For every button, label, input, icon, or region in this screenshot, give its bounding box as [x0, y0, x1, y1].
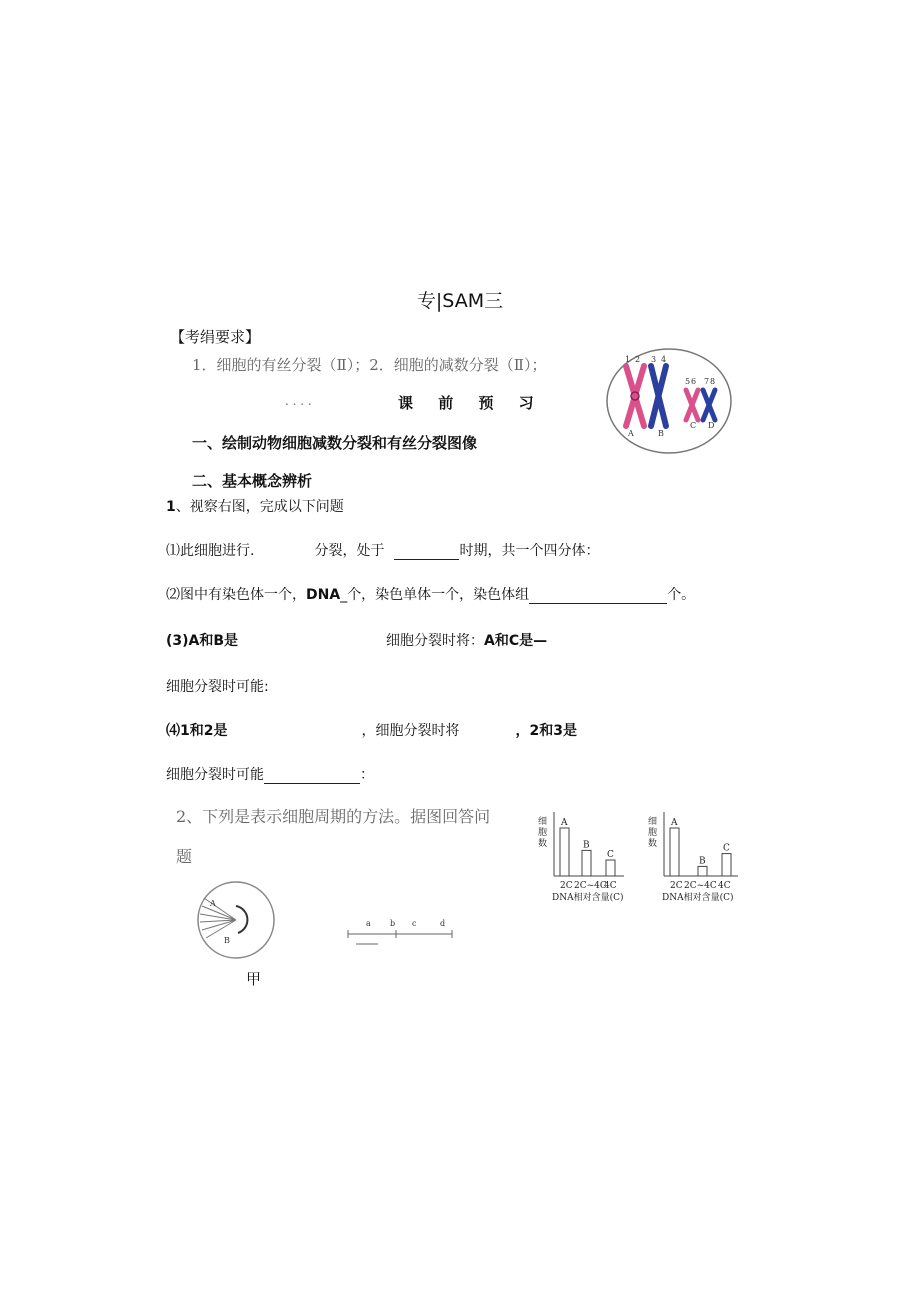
cell-cycle-circle-figure	[196, 880, 286, 970]
bar-label-C: C	[607, 850, 614, 860]
answer-blank[interactable]	[394, 545, 459, 560]
part-text: 时期，共一个四分体：	[459, 543, 600, 559]
dna-histogram-2	[642, 808, 746, 904]
question-1	[166, 496, 344, 516]
bars	[670, 818, 731, 876]
preview-dots: . . . .	[285, 394, 312, 408]
dna-histogram-1	[532, 808, 632, 904]
cell-cycle-line-figure	[346, 914, 456, 954]
label-7: 7	[704, 377, 710, 386]
bar-label-A: A	[671, 818, 678, 828]
y-label-3: 数	[648, 839, 658, 849]
sector-lines	[200, 898, 236, 938]
bar-B	[582, 850, 591, 876]
label-1: 1	[625, 355, 631, 364]
label-B: B	[658, 429, 664, 438]
question-2-line-1: 2、下列是表示细胞周期的方法。据图回答问	[176, 807, 491, 826]
label-5: 5	[685, 377, 691, 386]
circle-label-B: B	[224, 936, 230, 945]
label-D: D	[708, 421, 715, 430]
bar-C	[606, 860, 615, 876]
question-1-part-2	[166, 584, 695, 604]
tick-2C: 2C	[560, 881, 573, 891]
label-2: 2	[635, 355, 641, 364]
circle-label-A: A	[210, 899, 216, 908]
chromosome-figure	[604, 346, 734, 456]
label-3: 3	[651, 355, 657, 364]
cycle-arrow	[236, 906, 247, 933]
question-1-part-4-cont	[166, 764, 374, 784]
page-title: 专|SAM三	[416, 290, 504, 312]
part-text: ，细胞分裂时将	[361, 723, 460, 739]
x-axis-label: DNA相对含量(C)	[662, 893, 734, 903]
tick-2C-4C: 2C~4C	[574, 881, 607, 891]
label-C: C	[690, 421, 697, 430]
y-label-2: 胞	[538, 828, 548, 838]
part-text: ⑴此细胞进行.	[166, 543, 255, 559]
chromosome-pink-small	[686, 390, 698, 420]
part-text: 细胞分裂时可能	[166, 767, 264, 783]
question-text: 、视察右图，完成以下问题	[175, 499, 344, 515]
bar-label-B: B	[699, 856, 706, 867]
part-text: (3)A和B是	[166, 633, 239, 649]
bar-A	[560, 828, 569, 876]
tick-2C: 2C	[670, 881, 683, 891]
y-label-3: 数	[538, 839, 548, 849]
question-1-part-3-cont: 细胞分裂时可能:	[166, 679, 269, 695]
preview-heading: 课 前 预 习	[398, 394, 544, 412]
y-label-1: 细	[648, 817, 658, 827]
part-text: DNA	[306, 587, 341, 603]
bar-label-B: B	[583, 840, 590, 851]
answer-blank[interactable]	[264, 769, 360, 784]
answer-blank[interactable]	[529, 589, 667, 604]
question-2-line-2: 题	[176, 847, 193, 866]
bar-B	[698, 866, 707, 876]
line-label-b: b	[390, 919, 396, 928]
part-text: ⑵图中有染色体一个，	[166, 587, 306, 603]
y-label-1: 细	[538, 817, 548, 827]
bar-C	[722, 854, 731, 876]
question-number: 1	[166, 499, 176, 515]
part-text: 分裂，处于	[314, 543, 385, 559]
bar-label-C: C	[723, 843, 730, 854]
tick-2C-4C: 2C~4C	[684, 881, 717, 891]
homolog-pair-small	[686, 390, 715, 420]
line-label-a: a	[366, 919, 371, 928]
part-text: ：	[360, 767, 374, 783]
y-label-2: 胞	[648, 828, 658, 838]
chromosome-pink-large	[626, 366, 644, 426]
tick-4C: 4C	[718, 881, 731, 891]
chromosome-blue-large	[651, 366, 666, 426]
requirements-header: 【考绢要求】	[170, 328, 261, 346]
line-label-c: c	[412, 919, 417, 928]
part-text: A和C是—	[484, 633, 548, 649]
label-6: 6	[691, 377, 697, 386]
requirements-line: 1．细胞的有丝分裂（Ⅱ）；2．细胞的减数分裂（Ⅱ）；	[192, 356, 547, 374]
chromosome-blue-small	[703, 390, 715, 420]
label-A: A	[628, 429, 634, 438]
x-axis-label: DNA相对含量(C)	[552, 893, 624, 903]
question-1-part-1	[166, 540, 599, 560]
part-text: _个，染色单体一个，染色体组	[340, 587, 530, 603]
bars	[560, 818, 615, 876]
question-1-part-4	[166, 720, 577, 740]
figure-caption-jia: 甲	[246, 970, 262, 988]
section-heading-1: 一、绘制动物细胞减数分裂和有丝分裂图像	[192, 434, 478, 452]
line-label-d: d	[440, 919, 446, 928]
label-8: 8	[710, 377, 716, 386]
bar-A	[670, 828, 679, 876]
tick-4C: 4C	[604, 881, 617, 891]
part-text: 个。	[667, 587, 696, 603]
section-heading-2: 二、基本概念辨析	[192, 472, 313, 490]
question-1-part-3	[166, 630, 547, 650]
part-text: ，2和3是	[515, 723, 577, 739]
part-text: ⑷1和2是	[166, 723, 228, 739]
bar-label-A: A	[561, 818, 568, 828]
homolog-pair-large	[626, 366, 666, 426]
part-text: 细胞分裂时将：	[386, 633, 485, 649]
label-4: 4	[661, 355, 667, 364]
